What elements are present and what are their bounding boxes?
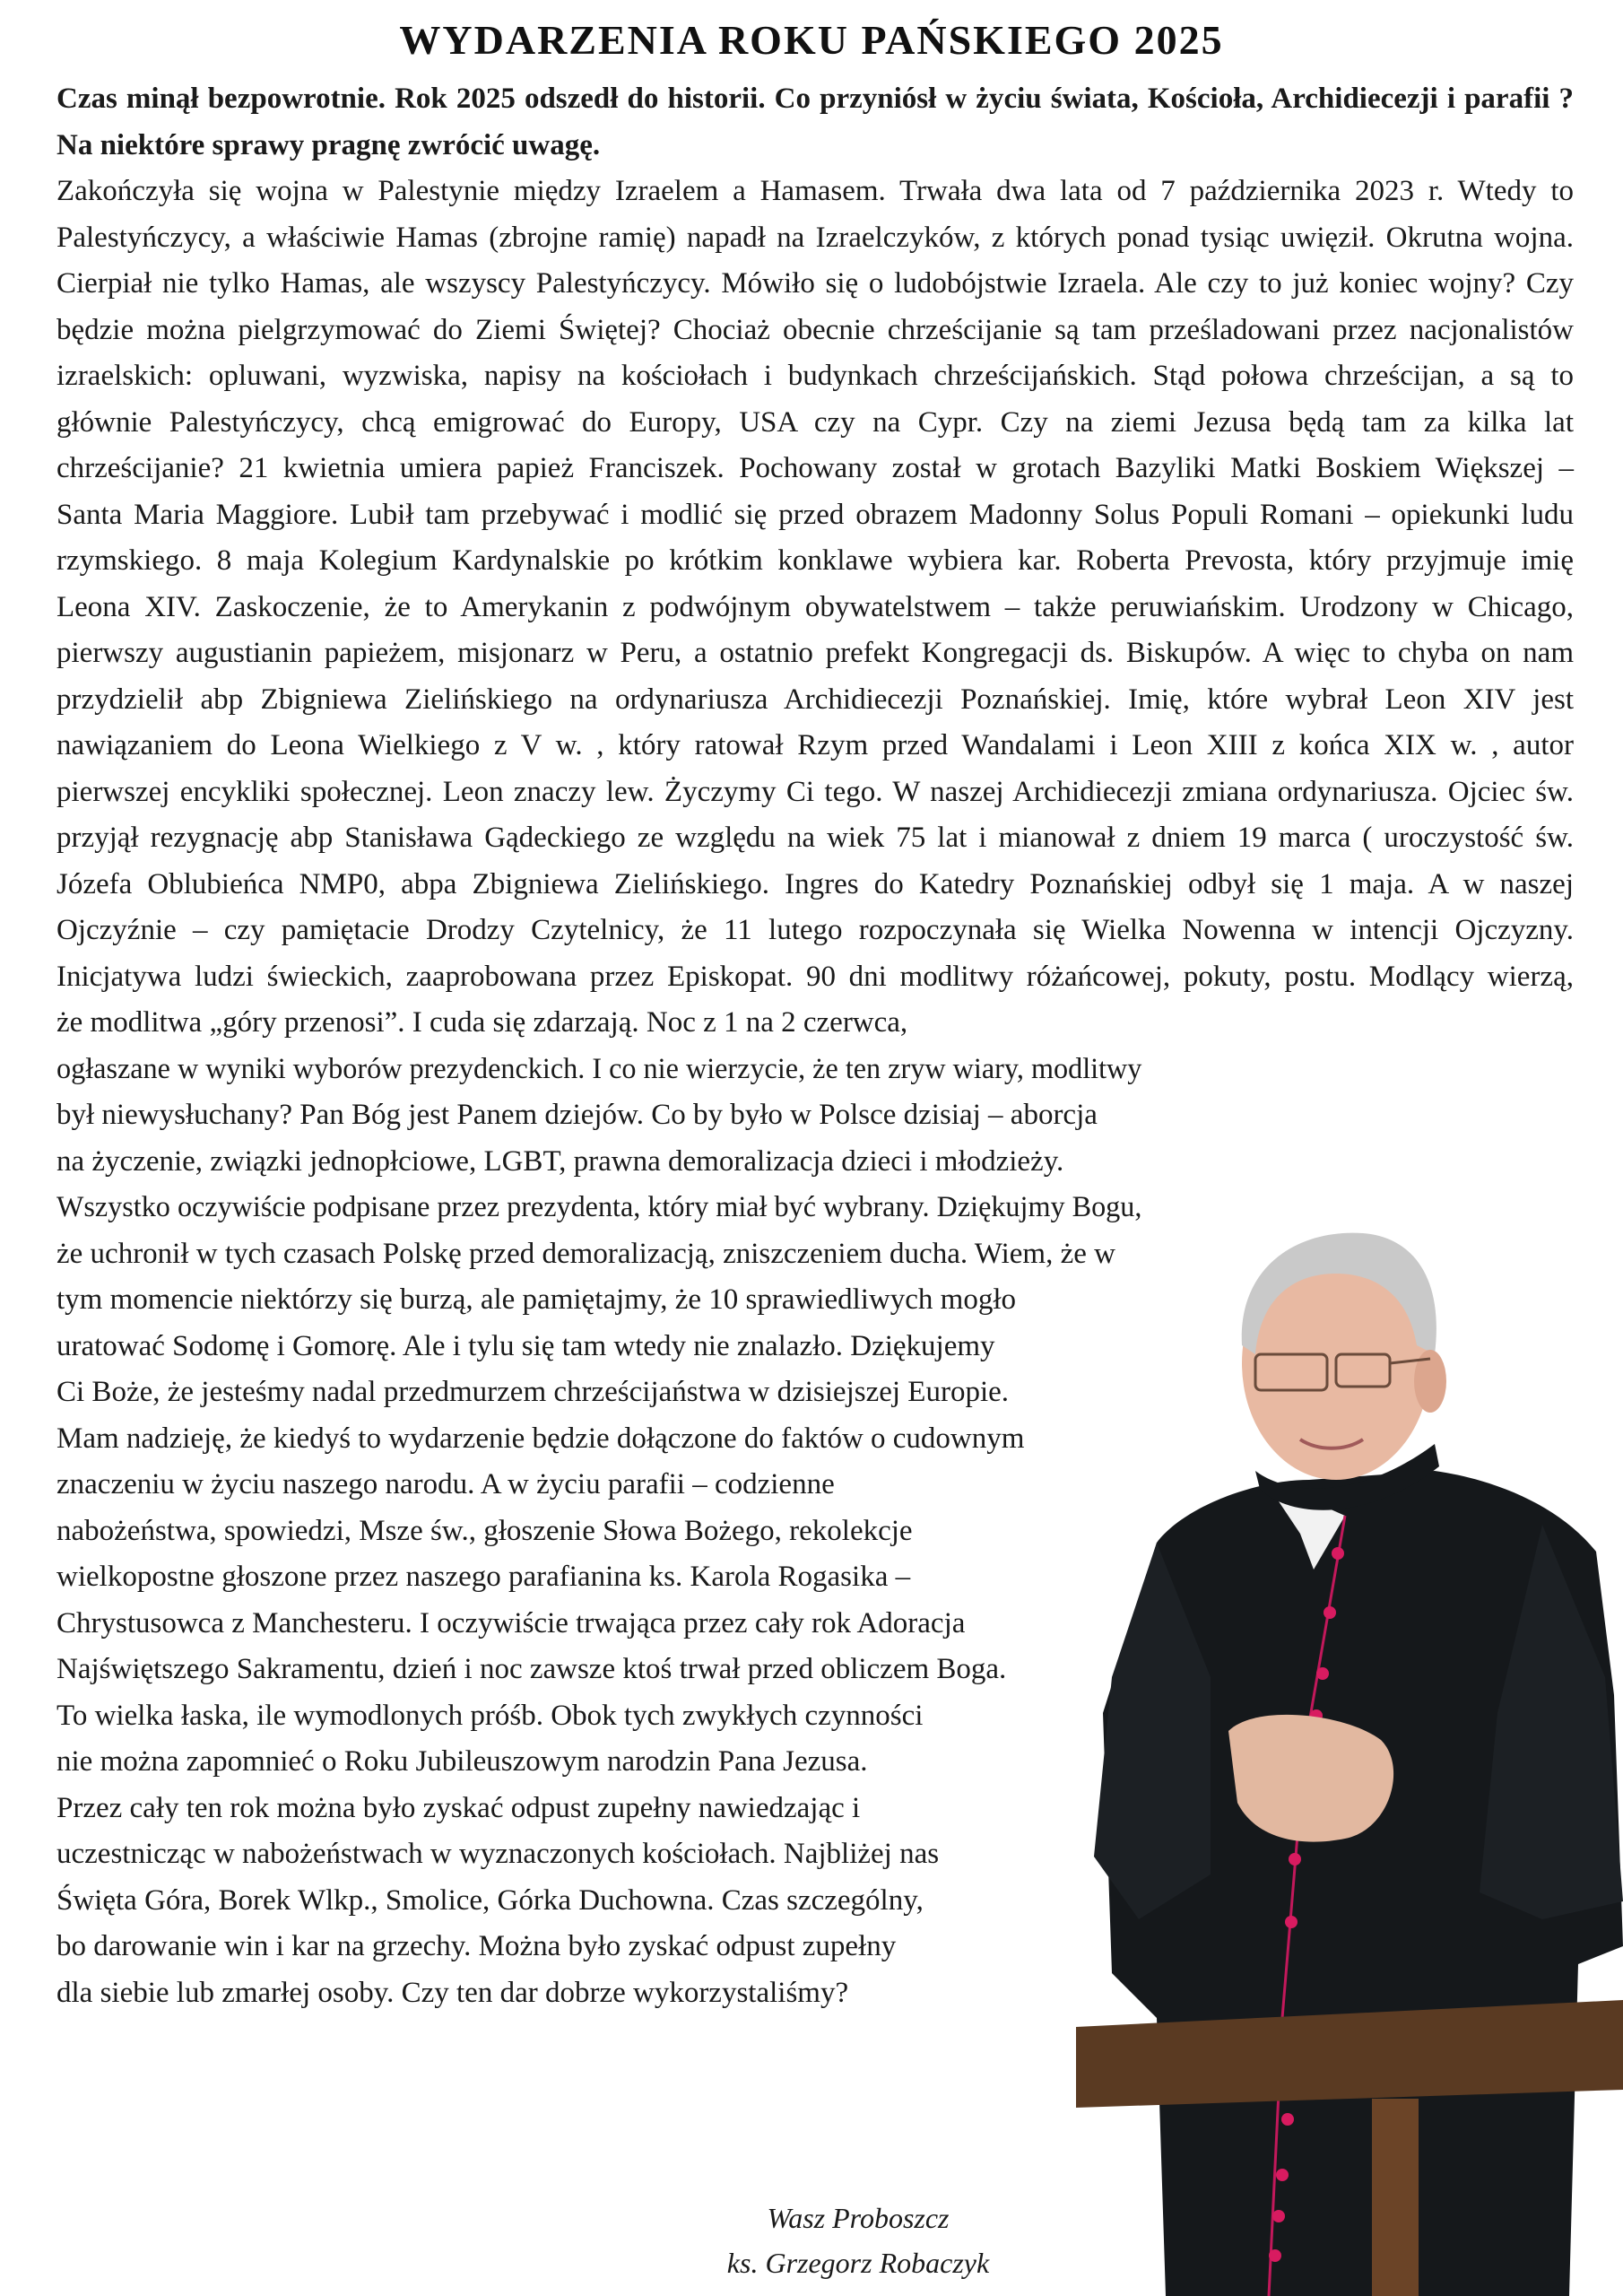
body-line: że uchronił w tych czasach Polskę przed demoralizacją, zniszczeniem ducha. Wiem, że w [56, 1237, 1115, 1270]
hands [1228, 1715, 1393, 1842]
body-line: że modlitwa „góry przenosi”. I cuda się zdarzają. Noc z 1 na 2 czerwca, [56, 1006, 908, 1039]
signature-name: ks. Grzegorz Robaczyk [726, 2247, 990, 2279]
body-line: uratować Sodomę i Gomorę. Ale i tylu się tam wtedy nie znalazło. Dziękujemy [56, 1329, 995, 1362]
body-line: przydzielił abp Zbigniewa Zielińskiego na ordynariusza Archidiecezji Poznańskiej. Imię, które wybrał Leon XIV jest [56, 683, 1574, 716]
body-line: ogłaszane w wyniki wyborów prezydenckich. I co nie wierzycie, że ten zryw wiary, modlitwy [56, 1052, 1142, 1085]
signature-title: Wasz Proboszcz [767, 2202, 950, 2234]
body-line: pierwszy augustianin papieżem, misjonarz w Peru, a ostatnio prefekt Kongregacji ds. Biskupów. A więc to chyba on nam [56, 637, 1574, 669]
body-line: pierwszej encykliki społecznej. Leon znaczy lew. Życzymy Ci tego. W naszej Archidiecezji zmiana ordynariusza. Ojciec św. [56, 775, 1574, 808]
intro-line: Czas minął bezpowrotnie. Rok 2025 odszedł do historii. Co przyniósł w życiu świata, Kościoła, Archidiecezji i parafii ? [56, 83, 1574, 115]
body-line: Leona XIV. Zaskoczenie, że to Amerykanin z podwójnym obywatelstwem – także peruwiańskim. Urodzony w Chicago, [56, 590, 1574, 623]
body-line: nawiązaniem do Leona Wielkiego z V w. , który ratował Rzym przed Wandalami i Leon XIII z końca XIX w. , autor [56, 729, 1574, 761]
body-line: uczestnicząc w nabożeństwach w wyznaczonych kościołach. Najbliżej nas [56, 1838, 940, 1870]
lectern-post [1372, 2099, 1419, 2296]
page-title: WYDARZENIA ROKU PAŃSKIEGO 2025 [399, 17, 1224, 63]
body-line: Ci Boże, że jesteśmy nadal przedmurzem chrześcijaństwa w dzisiejszej Europie. [56, 1376, 1010, 1408]
body-line: Święta Góra, Borek Wlkp., Smolice, Górka Duchowna. Czas szczególny, [56, 1883, 924, 1917]
intro-line: Na niektóre sprawy pragnę zwrócić uwagę. [56, 129, 601, 161]
body-line: na życzenie, związki jednopłciowe, LGBT, prawna demoralizacja dzieci i młodzieży. [56, 1144, 1064, 1178]
priest-photo [1076, 1211, 1623, 2296]
body-line: był niewysłuchany? Pan Bóg jest Panem dziejów. Co by było w Polsce dzisiaj – aborcja [56, 1099, 1098, 1131]
body-line: głównie Palestyńczycy, chcą emigrować do Europy, USA czy na Cypr. Czy na ziemi Jezusa będą tam za kilka lat [56, 405, 1574, 439]
body-line: znaczeniu w życiu naszego narodu. A w życiu parafii – codzienne [56, 1468, 835, 1500]
body-line: Cierpiał nie tylko Hamas, ale wszyscy Palestyńczycy. Mówiło się o ludobójstwie Izraela. Ale czy to już koniec wojny? Czy [56, 267, 1574, 300]
body-line: Wszystko oczywiście podpisane przez prezydenta, który miał być wybrany. Dziękujmy Bogu, [56, 1191, 1142, 1223]
body-line: Zakończyła się wojna w Palestynie między Izraelem a Hamasem. Trwała dwa lata od 7 października 2023 r. Wtedy to [56, 175, 1574, 207]
body-line: Palestyńczycy, a właściwie Hamas (zbrojne ramię) napadł na Izraelczyków, z których ponad tysiąc uwięził. Okrutna wojna. [56, 221, 1574, 254]
body-line: nie można zapomnieć o Roku Jubileuszowym narodzin Pana Jezusa. [56, 1745, 868, 1778]
body-line: przyjął rezygnację abp Stanisława Gądeckiego ze względu na wiek 75 lat i mianował z dniem 19 marca ( uroczystość św. [56, 822, 1574, 854]
body-line: Chrystusowca z Manchesteru. I oczywiście trwająca przez cały rok Adoracja [56, 1606, 966, 1639]
body-line: tym momencie niektórzy się burzą, ale pamiętajmy, że 10 sprawiedliwych mogło [56, 1283, 1017, 1316]
body-line: chrześcijanie? 21 kwietnia umiera papież Franciszek. Pochowany został w grotach Bazyliki Matki Boskiem Większej – [56, 452, 1574, 484]
body-line: Inicjatywa ludzi świeckich, zaaprobowana przez Episkopat. 90 dni modlitwy różańcowej, pokuty, postu. Modlący wierzą, [56, 960, 1574, 993]
body-line: Mam nadzieję, że kiedyś to wydarzenie będzie dołączone do faktów o cudownym [56, 1422, 1025, 1455]
body-line: Przez cały ten rok można było zyskać odpust zupełny nawiedzając i [56, 1791, 861, 1824]
body-line: nabożeństwa, spowiedzi, Msze św., głoszenie Słowa Bożego, rekolekcje [56, 1514, 913, 1547]
body-line: Józefa Oblubieńca NMP0, abpa Zbigniewa Zielińskiego. Ingres do Katedry Poznańskiej odbył się 1 maja. A w naszej [56, 867, 1574, 900]
body-line: izraelskich: opluwani, wyzwiska, napisy na kościołach i budynkach chrześcijańskich. Stąd połowa chrześcijan, a są to [56, 360, 1574, 392]
body-line: będzie można pielgrzymować do Ziemi Świętej? Chociaż obecnie chrześcijanie są tam prześladowani przez nacjonalistów [56, 313, 1574, 346]
body-line: dla siebie lub zmarłej osoby. Czy ten dar dobrze wykorzystaliśmy? [56, 1976, 849, 2009]
body-line: Najświętszego Sakramentu, dzień i noc zawsze ktoś trwał przed obliczem Boga. [56, 1653, 1007, 1685]
body-line: rzymskiego. 8 maja Kolegium Kardynalskie po krótkim konklawe wybiera kar. Roberta Prevosta, który przyjmuje imię [56, 544, 1574, 577]
body-line: wielkopostne głoszone przez naszego parafianina ks. Karola Rogasika – [56, 1561, 911, 1593]
body-line: Ojczyźnie – czy pamiętacie Drodzy Czytelnicy, że 11 lutego rozpoczynała się Wielka Nowenna w intencji Ojczyzny. [56, 914, 1574, 946]
body-line: bo darowanie win i kar na grzechy. Można było zyskać odpust zupełny [56, 1930, 897, 1962]
body-line: To wielka łaska, ile wymodlonych próśb. Obok tych zwykłych czynności [56, 1699, 924, 1732]
body-line: Santa Maria Maggiore. Lubił tam przebywać i modlić się przed obrazem Madonny Solus Populi Romani – opiekunki ludu [56, 498, 1574, 531]
